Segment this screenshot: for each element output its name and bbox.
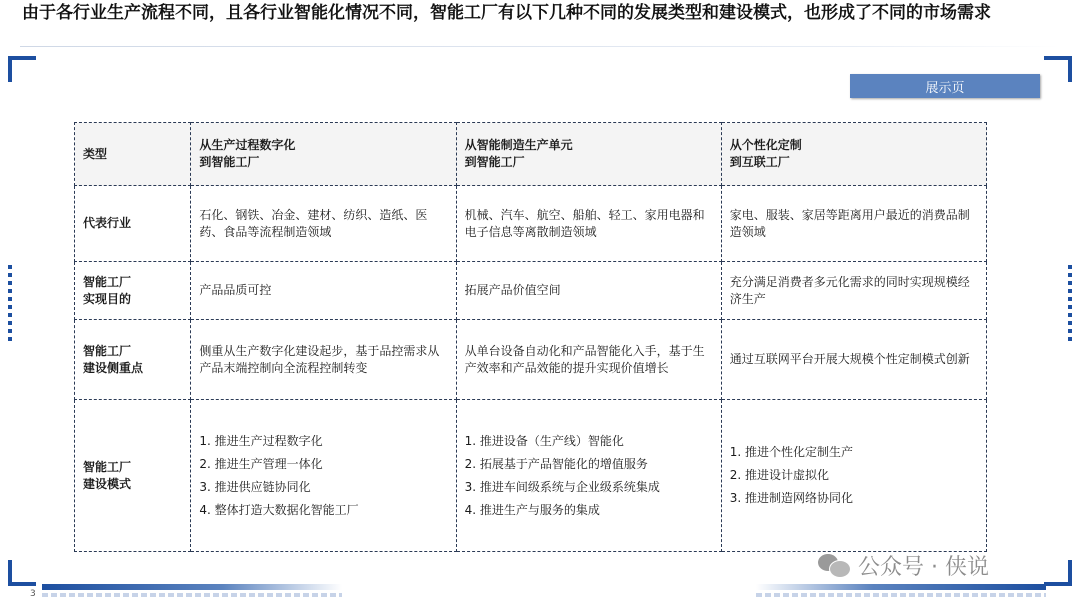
list-item: 2. 拓展基于产品智能化的增值服务 xyxy=(464,456,648,471)
row-header-line: 智能工厂 xyxy=(83,343,132,358)
table-row xyxy=(75,186,987,262)
footer-dash-right xyxy=(756,593,1046,597)
table-cell: 家电、服装、家居等距离用户最近的消费品制造领域 xyxy=(721,186,986,262)
table-cell xyxy=(191,400,456,552)
row-header xyxy=(75,186,191,262)
factory-types-table xyxy=(74,122,987,552)
header-type-label: 类型 xyxy=(75,123,191,186)
list-item: 3. 推进车间级系统与企业级系统集成 xyxy=(464,479,660,494)
table-cell: 通过互联网平台开展大规模个性定制模式创新 xyxy=(721,320,986,400)
header-line: 从个性化定制 xyxy=(729,138,802,152)
list-item: 4. 推进生产与服务的集成 xyxy=(464,502,600,517)
header-line: 到智能工厂 xyxy=(199,155,260,169)
wechat-icon xyxy=(818,552,850,578)
corner-bracket-bottom-left xyxy=(8,560,36,586)
table-row xyxy=(75,400,987,552)
header-line: 到互联工厂 xyxy=(729,155,790,169)
title-divider xyxy=(20,46,1060,47)
table-cell: 从单台设备自动化和产品智能化入手，基于生产效率和产品效能的提升实现价值增长 xyxy=(456,320,721,400)
list-item: 1. 推进设备（生产线）智能化 xyxy=(464,433,624,448)
list-item: 4. 整体打造大数据化智能工厂 xyxy=(199,502,359,517)
header-line: 从智能制造生产单元 xyxy=(464,138,573,152)
table-cell: 产品品质可控 xyxy=(191,262,456,320)
table-cell: 石化、钢铁、冶金、建材、纺织、造纸、医药、食品等流程制造领域 xyxy=(191,186,456,262)
table-header-row xyxy=(75,123,987,186)
footer-bar-left xyxy=(42,584,342,590)
row-header xyxy=(75,400,191,552)
footer-dash-left xyxy=(42,593,342,597)
row-header-line: 实现目的 xyxy=(83,291,132,306)
table-row xyxy=(75,262,987,320)
header-column xyxy=(721,123,986,186)
list-item: 2. 推进生产管理一体化 xyxy=(199,456,323,471)
header-line: 从生产过程数字化 xyxy=(199,138,296,152)
corner-bracket-bottom-right xyxy=(1044,560,1072,586)
table-cell xyxy=(456,400,721,552)
footer-bar-right xyxy=(756,584,1046,590)
header-column xyxy=(191,123,456,186)
page-title: 由于各行业生产流程不同，且各行业智能化情况不同，智能工厂有以下几种不同的发展类型和建设模式，也形成了不同的市场需求 xyxy=(22,3,991,23)
header-line: 到智能工厂 xyxy=(464,155,525,169)
list-item: 1. 推进个性化定制生产 xyxy=(729,445,854,459)
row-header xyxy=(75,262,191,320)
row-header xyxy=(75,320,191,400)
list-item: 3. 推进制造网络协同化 xyxy=(729,491,854,505)
table-cell: 拓展产品价值空间 xyxy=(456,262,721,320)
list-item: 2. 推进设计虚拟化 xyxy=(729,468,830,482)
side-dash-right xyxy=(1068,265,1072,345)
row-header-line: 建设侧重点 xyxy=(83,360,144,375)
page-number: 3 xyxy=(30,589,36,599)
watermark-text: 公众号 · 侠说 xyxy=(858,554,989,580)
row-header-line: 智能工厂 xyxy=(83,274,132,289)
row-header-line: 建设模式 xyxy=(83,476,132,491)
display-page-badge: 展示页 xyxy=(850,74,1040,98)
table-cell xyxy=(721,400,986,552)
row-header-line: 智能工厂 xyxy=(83,459,132,474)
wechat-watermark xyxy=(818,548,989,582)
table-row xyxy=(75,320,987,400)
corner-bracket-top-right xyxy=(1044,56,1072,82)
table-cell: 机械、汽车、航空、船舶、轻工、家用电器和电子信息等离散制造领域 xyxy=(456,186,721,262)
header-column xyxy=(456,123,721,186)
table-cell: 侧重从生产数字化建设起步，基于品控需求从产品末端控制向全流程控制转变 xyxy=(191,320,456,400)
list-item: 3. 推进供应链协同化 xyxy=(199,479,311,494)
list-item: 1. 推进生产过程数字化 xyxy=(199,433,323,448)
table-cell: 充分满足消费者多元化需求的同时实现规模经济生产 xyxy=(721,262,986,320)
row-header-line: 代表行业 xyxy=(83,216,132,230)
side-dash-left xyxy=(8,265,12,345)
corner-bracket-top-left xyxy=(8,56,36,82)
